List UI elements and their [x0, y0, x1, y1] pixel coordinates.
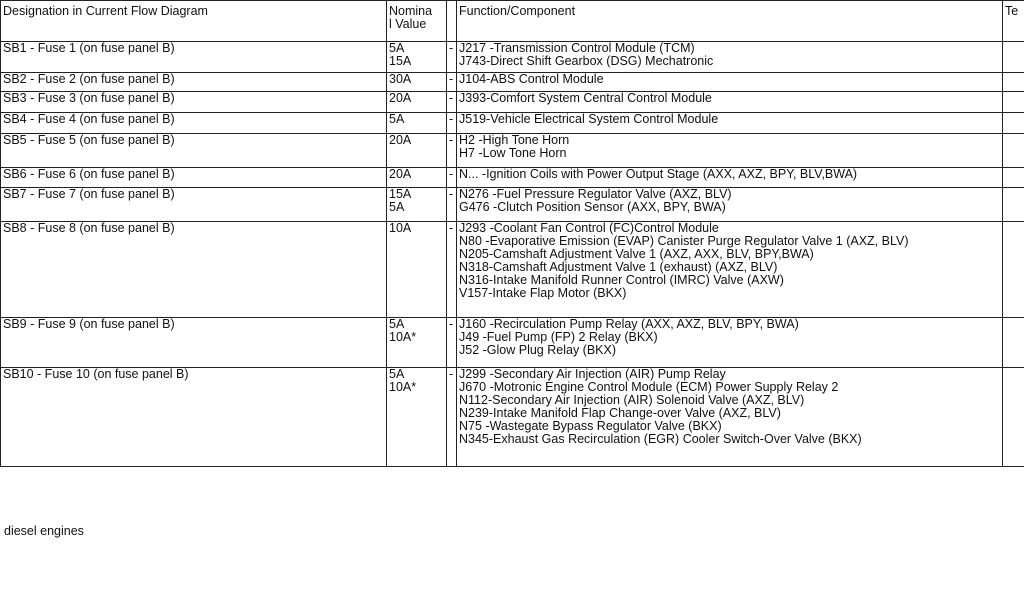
function-line: J52 -Glow Plug Relay (BKX) — [459, 343, 617, 357]
nominal-value-line: 5A — [389, 317, 405, 331]
function-line: J299 -Secondary Air Injection (AIR) Pump Relay — [459, 367, 726, 381]
row-extra — [1003, 188, 1024, 222]
row-nominal-value — [387, 92, 447, 113]
function-line: N205-Camshaft Adjustment Valve 1 (AXZ, AXX, BLV, BPY,BWA) — [459, 247, 814, 261]
header-nominal-line-1: Nomina — [389, 4, 433, 18]
header-nominal-value — [387, 1, 447, 42]
row-dash: - — [447, 168, 457, 188]
nominal-value-line: 10A* — [389, 380, 417, 394]
row-function — [457, 188, 1003, 222]
row-extra — [1003, 134, 1024, 168]
row-extra — [1003, 42, 1024, 73]
row-function — [457, 73, 1003, 92]
row-function — [457, 92, 1003, 113]
nominal-value-line: 15A — [389, 187, 412, 201]
function-line: N... -Ignition Coils with Power Output Stage (AXX, AXZ, BPY, BLV,BWA) — [459, 167, 858, 181]
function-line: H7 -Low Tone Horn — [459, 146, 567, 160]
table-row — [1, 222, 1024, 318]
table-row — [1, 134, 1024, 168]
nominal-value-line: 5A — [389, 112, 405, 126]
nominal-value-line: 30A — [389, 72, 412, 86]
row-dash: - — [447, 134, 457, 168]
row-dash: - — [447, 188, 457, 222]
nominal-value-line: 10A* — [389, 330, 417, 344]
header-nominal-line-2: l Value — [389, 17, 427, 31]
function-line: J104-ABS Control Module — [459, 72, 604, 86]
table-row — [1, 73, 1024, 92]
row-function — [457, 368, 1003, 467]
function-line: H2 -High Tone Horn — [459, 133, 570, 147]
row-designation: SB9 - Fuse 9 (on fuse panel B) — [1, 318, 387, 368]
row-extra — [1003, 168, 1024, 188]
function-line: J743-Direct Shift Gearbox (DSG) Mechatronic — [459, 54, 714, 68]
row-designation: SB1 - Fuse 1 (on fuse panel B) — [1, 42, 387, 73]
row-nominal-value — [387, 368, 447, 467]
row-dash: - — [447, 368, 457, 467]
header-extra: Te — [1003, 1, 1024, 42]
row-nominal-value — [387, 42, 447, 73]
function-line: G476 -Clutch Position Sensor (AXX, BPY, BWA) — [459, 200, 726, 214]
row-nominal-value — [387, 222, 447, 318]
nominal-value-line: 5A — [389, 41, 405, 55]
header-function: Function/Component — [457, 1, 1003, 42]
row-designation: SB6 - Fuse 6 (on fuse panel B) — [1, 168, 387, 188]
row-dash: - — [447, 222, 457, 318]
function-line: N80 -Evaporative Emission (EVAP) Canister Purge Regulator Valve 1 (AXZ, BLV) — [459, 234, 909, 248]
row-designation: SB3 - Fuse 3 (on fuse panel B) — [1, 92, 387, 113]
table-row — [1, 368, 1024, 467]
row-nominal-value — [387, 113, 447, 134]
nominal-value-line: 5A — [389, 367, 405, 381]
nominal-value-line: 20A — [389, 133, 412, 147]
header-row — [1, 1, 1024, 42]
function-line: V157-Intake Flap Motor (BKX) — [459, 286, 627, 300]
function-line: J393-Comfort System Central Control Module — [459, 91, 712, 105]
row-function — [457, 134, 1003, 168]
row-designation: SB4 - Fuse 4 (on fuse panel B) — [1, 113, 387, 134]
function-line: J293 -Coolant Fan Control (FC)Control Module — [459, 221, 719, 235]
header-designation: Designation in Current Flow Diagram — [1, 1, 387, 42]
row-designation: SB2 - Fuse 2 (on fuse panel B) — [1, 73, 387, 92]
row-extra — [1003, 368, 1024, 467]
row-designation: SB8 - Fuse 8 (on fuse panel B) — [1, 222, 387, 318]
function-line: J519-Vehicle Electrical System Control Module — [459, 112, 719, 126]
function-line: J160 -Recirculation Pump Relay (AXX, AXZ, BLV, BPY, BWA) — [459, 317, 799, 331]
function-line: J49 -Fuel Pump (FP) 2 Relay (BKX) — [459, 330, 658, 344]
function-line: N276 -Fuel Pressure Regulator Valve (AXZ, BLV) — [459, 187, 732, 201]
row-extra — [1003, 318, 1024, 368]
table-row — [1, 92, 1024, 113]
row-dash: - — [447, 92, 457, 113]
row-dash: - — [447, 318, 457, 368]
function-line: N345-Exhaust Gas Recirculation (EGR) Cooler Switch-Over Valve (BKX) — [459, 432, 862, 446]
function-line: J670 -Motronic Engine Control Module (ECM) Power Supply Relay 2 — [459, 380, 839, 394]
row-dash: - — [447, 42, 457, 73]
row-designation: SB7 - Fuse 7 (on fuse panel B) — [1, 188, 387, 222]
table-row — [1, 113, 1024, 134]
nominal-value-line: 15A — [389, 54, 412, 68]
row-nominal-value — [387, 168, 447, 188]
row-nominal-value — [387, 134, 447, 168]
function-line: J217 -Transmission Control Module (TCM) — [459, 41, 695, 55]
table-row — [1, 42, 1024, 73]
function-line: N318-Camshaft Adjustment Valve 1 (exhaust) (AXZ, BLV) — [459, 260, 778, 274]
nominal-value-line: 5A — [389, 200, 405, 214]
table-row — [1, 168, 1024, 188]
row-function — [457, 318, 1003, 368]
nominal-value-line: 20A — [389, 167, 412, 181]
row-function — [457, 42, 1003, 73]
row-extra — [1003, 222, 1024, 318]
row-designation: SB10 - Fuse 10 (on fuse panel B) — [1, 368, 387, 467]
function-line: N316-Intake Manifold Runner Control (IMRC) Valve (AXW) — [459, 273, 784, 287]
row-function — [457, 222, 1003, 318]
row-extra — [1003, 73, 1024, 92]
footnote: diesel engines — [4, 524, 84, 538]
table-row — [1, 188, 1024, 222]
row-extra — [1003, 113, 1024, 134]
row-nominal-value — [387, 318, 447, 368]
row-function — [457, 168, 1003, 188]
function-line: N75 -Wastegate Bypass Regulator Valve (BKX) — [459, 419, 722, 433]
row-extra — [1003, 92, 1024, 113]
row-dash: - — [447, 73, 457, 92]
row-function — [457, 113, 1003, 134]
function-line: N112-Secondary Air Injection (AIR) Solenoid Valve (AXZ, BLV) — [459, 393, 805, 407]
header-dash — [447, 1, 457, 42]
row-nominal-value — [387, 73, 447, 92]
nominal-value-line: 20A — [389, 91, 412, 105]
table-row — [1, 318, 1024, 368]
row-nominal-value — [387, 188, 447, 222]
nominal-value-line: 10A — [389, 221, 412, 235]
function-line: N239-Intake Manifold Flap Change-over Valve (AXZ, BLV) — [459, 406, 781, 420]
row-designation: SB5 - Fuse 5 (on fuse panel B) — [1, 134, 387, 168]
row-dash: - — [447, 113, 457, 134]
